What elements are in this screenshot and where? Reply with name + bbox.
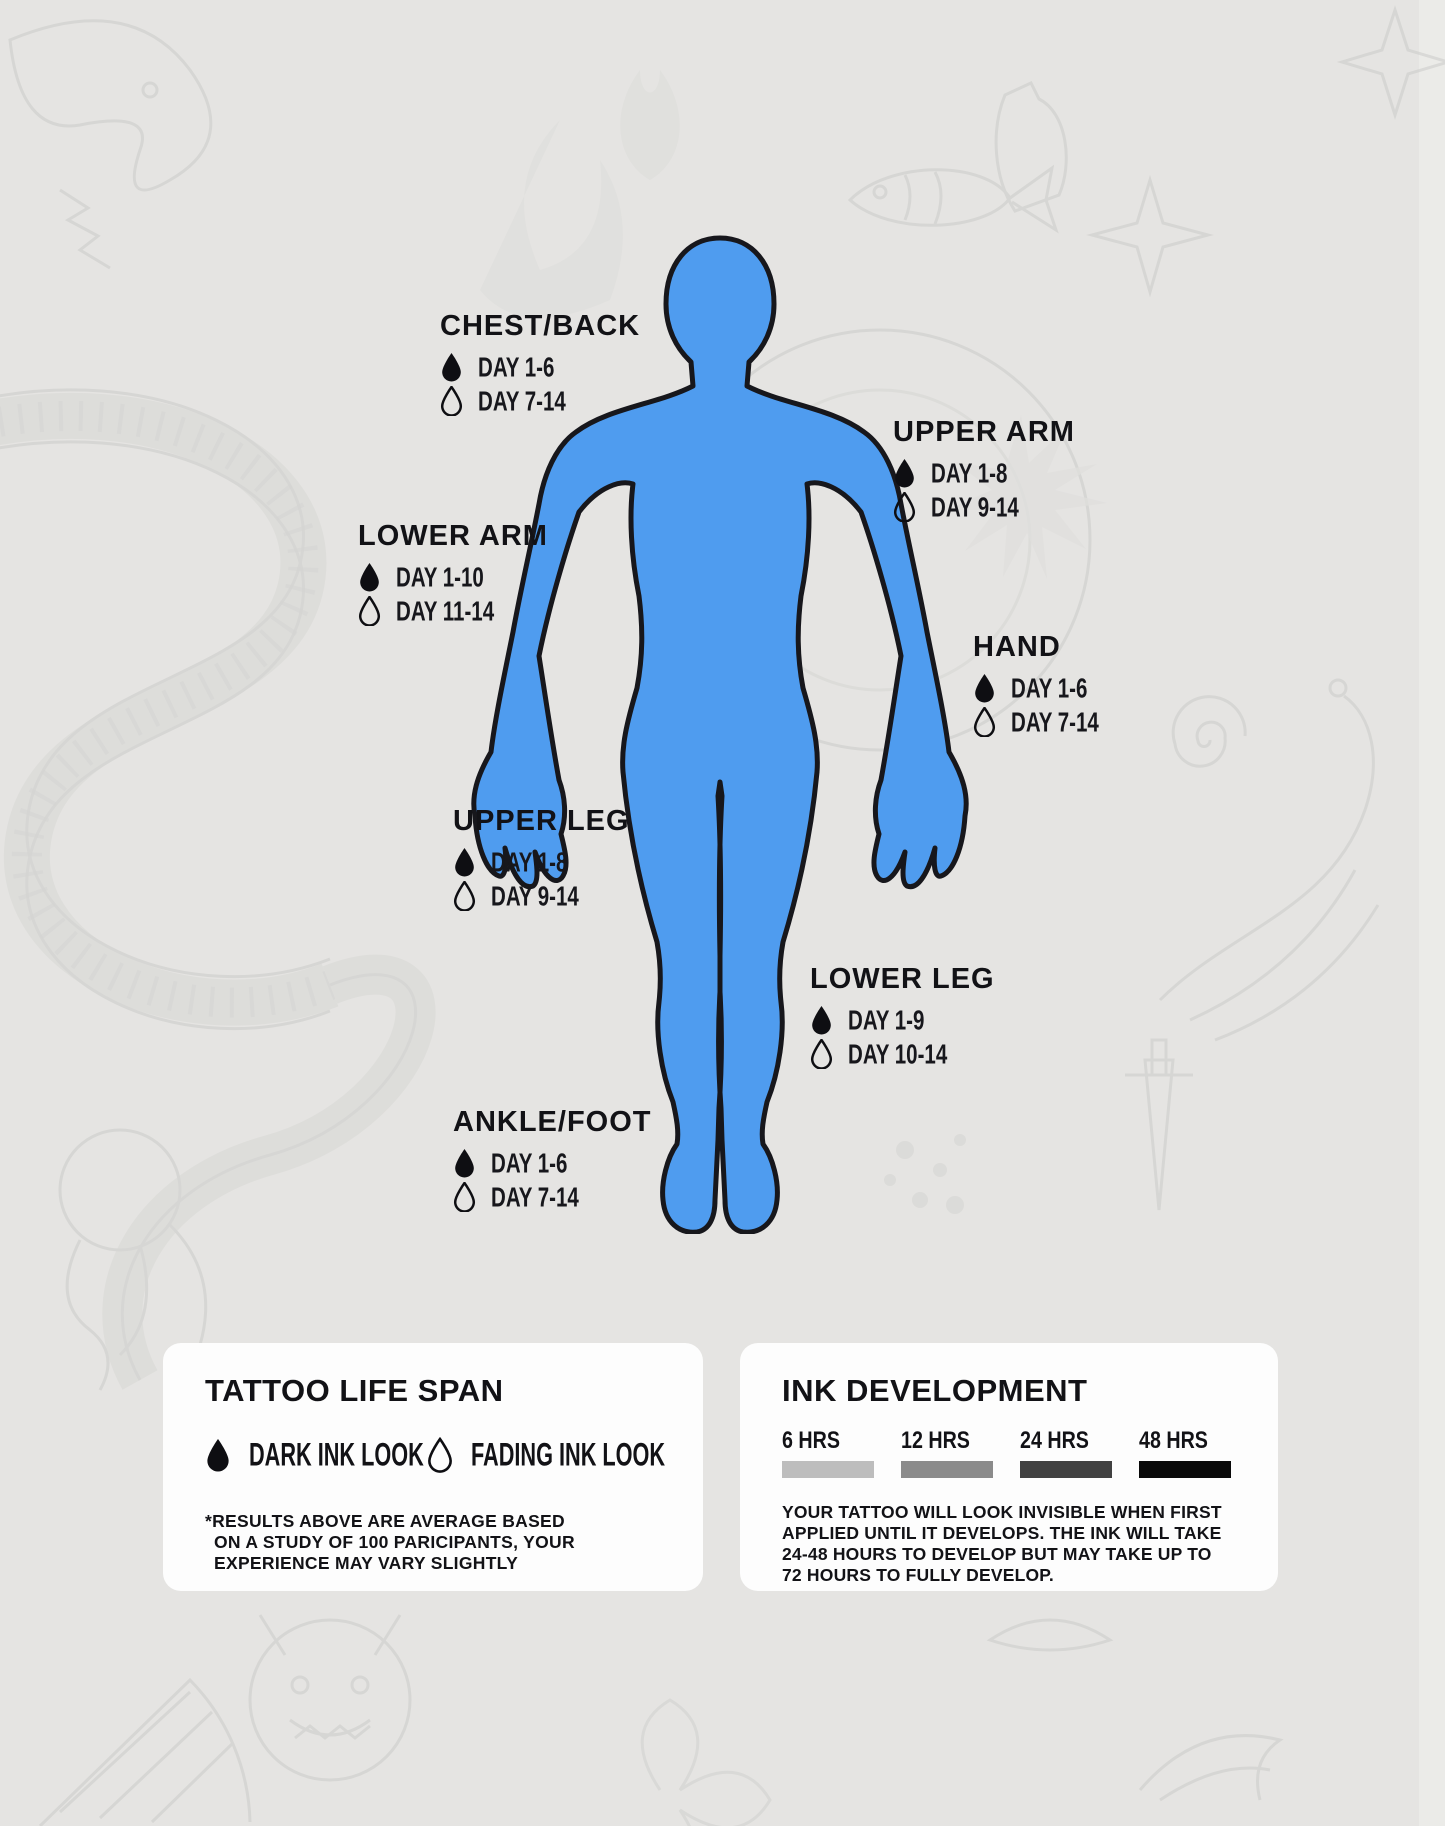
- drop-outline-icon: [453, 881, 479, 911]
- drop-outline-icon: [453, 1182, 479, 1212]
- dark-ink-days: DAY 1-10: [396, 561, 484, 592]
- fading-ink-row: [358, 594, 548, 628]
- drop-filled-icon: [358, 562, 384, 592]
- ink-development-description: [782, 1502, 1242, 1586]
- legend-card-title: TATTOO LIFE SPAN: [205, 1373, 504, 1408]
- body-part-title: UPPER LEG: [453, 805, 630, 837]
- dark-ink-days: DAY 1-8: [931, 457, 1008, 488]
- body-part-title: HAND: [973, 631, 1061, 663]
- dark-ink-row: [810, 1003, 995, 1037]
- fading-ink-days: DAY 7-14: [478, 385, 566, 416]
- legend-row: [205, 1435, 667, 1475]
- ink-stage-12hrs: [901, 1427, 993, 1478]
- fading-ink-days: DAY 11-14: [396, 595, 495, 626]
- fading-ink-row: [453, 879, 630, 913]
- ink-stages-row: [782, 1427, 1242, 1478]
- footnote-line: ON A STUDY OF 100 PARICIPANTS, YOUR: [214, 1532, 575, 1552]
- stage-swatch: [1020, 1461, 1112, 1478]
- fading-ink-days: DAY 7-14: [1011, 706, 1099, 737]
- drop-outline-icon: [427, 1435, 453, 1475]
- fading-ink-days: DAY 10-14: [848, 1038, 948, 1069]
- drop-filled-icon: [810, 1005, 836, 1035]
- description-line: 72 HOURS TO FULLY DEVELOP.: [782, 1565, 1054, 1585]
- drop-filled-icon: [893, 458, 919, 488]
- stage-swatch: [1139, 1461, 1231, 1478]
- drop-outline-icon: [810, 1039, 836, 1069]
- dark-ink-days: DAY 1-6: [478, 351, 555, 382]
- dark-ink-days: DAY 1-6: [491, 1147, 568, 1178]
- fading-ink-row: [440, 384, 640, 418]
- dark-ink-row: [440, 350, 640, 384]
- dark-ink-row: [358, 560, 548, 594]
- label-lower-arm: [358, 520, 548, 628]
- fading-ink-days: DAY 9-14: [931, 491, 1019, 522]
- label-upper-leg: [453, 805, 630, 913]
- drop-filled-icon: [973, 673, 999, 703]
- dark-ink-row: [893, 456, 1075, 490]
- footnote-line: EXPERIENCE MAY VARY SLIGHTLY: [214, 1553, 519, 1573]
- drop-filled-icon: [440, 352, 466, 382]
- fading-ink-row: [893, 490, 1075, 524]
- ink-card-title: INK DEVELOPMENT: [782, 1373, 1088, 1408]
- fading-ink-days: DAY 7-14: [491, 1181, 579, 1212]
- dark-ink-days: DAY 1-8: [491, 846, 568, 877]
- description-line: 24-48 HOURS TO DEVELOP BUT MAY TAKE UP TO: [782, 1544, 1212, 1564]
- body-part-title: ANKLE/FOOT: [453, 1106, 652, 1138]
- drop-filled-icon: [453, 847, 479, 877]
- fading-ink-row: [453, 1180, 652, 1214]
- label-ankle-foot: [453, 1106, 652, 1214]
- label-upper-arm: [893, 416, 1075, 524]
- fading-ink-days: DAY 9-14: [491, 880, 579, 911]
- stage-label: 12 HRS: [901, 1427, 970, 1454]
- drop-outline-icon: [440, 386, 466, 416]
- tattoo-life-span-card: [163, 1343, 703, 1591]
- description-line: APPLIED UNTIL IT DEVELOPS. THE INK WILL TAKE: [782, 1523, 1222, 1543]
- ink-stage-48hrs: [1139, 1427, 1231, 1478]
- stage-label: 24 HRS: [1020, 1427, 1089, 1454]
- drop-filled-icon: [205, 1435, 231, 1475]
- results-footnote: [205, 1511, 667, 1574]
- stage-swatch: [782, 1461, 874, 1478]
- ink-stage-6hrs: [782, 1427, 874, 1478]
- ink-development-card: [740, 1343, 1278, 1591]
- dark-ink-row: [453, 845, 630, 879]
- dark-ink-label: DARK INK LOOK: [249, 1436, 424, 1473]
- dark-ink-days: DAY 1-6: [1011, 672, 1088, 703]
- fading-ink-row: [810, 1037, 995, 1071]
- label-lower-leg: [810, 963, 995, 1071]
- description-line: YOUR TATTOO WILL LOOK INVISIBLE WHEN FIRST: [782, 1502, 1222, 1522]
- dark-ink-days: DAY 1-9: [848, 1004, 925, 1035]
- label-chest-back: [440, 310, 640, 418]
- dark-ink-row: [453, 1146, 652, 1180]
- drop-filled-icon: [453, 1148, 479, 1178]
- body-part-title: LOWER LEG: [810, 963, 995, 995]
- body-part-title: LOWER ARM: [358, 520, 548, 552]
- stage-label: 48 HRS: [1139, 1427, 1208, 1454]
- drop-outline-icon: [893, 492, 919, 522]
- footnote-line: *RESULTS ABOVE ARE AVERAGE BASED: [205, 1511, 565, 1531]
- label-hand: [973, 631, 1127, 739]
- fading-ink-row: [973, 705, 1127, 739]
- stage-swatch: [901, 1461, 993, 1478]
- dark-ink-row: [973, 671, 1127, 705]
- drop-outline-icon: [973, 707, 999, 737]
- body-part-title: CHEST/BACK: [440, 310, 641, 342]
- drop-outline-icon: [358, 596, 384, 626]
- stage-label: 6 HRS: [782, 1427, 840, 1454]
- body-part-title: UPPER ARM: [893, 416, 1075, 448]
- fading-ink-label: FADING INK LOOK: [471, 1436, 666, 1473]
- ink-stage-24hrs: [1020, 1427, 1112, 1478]
